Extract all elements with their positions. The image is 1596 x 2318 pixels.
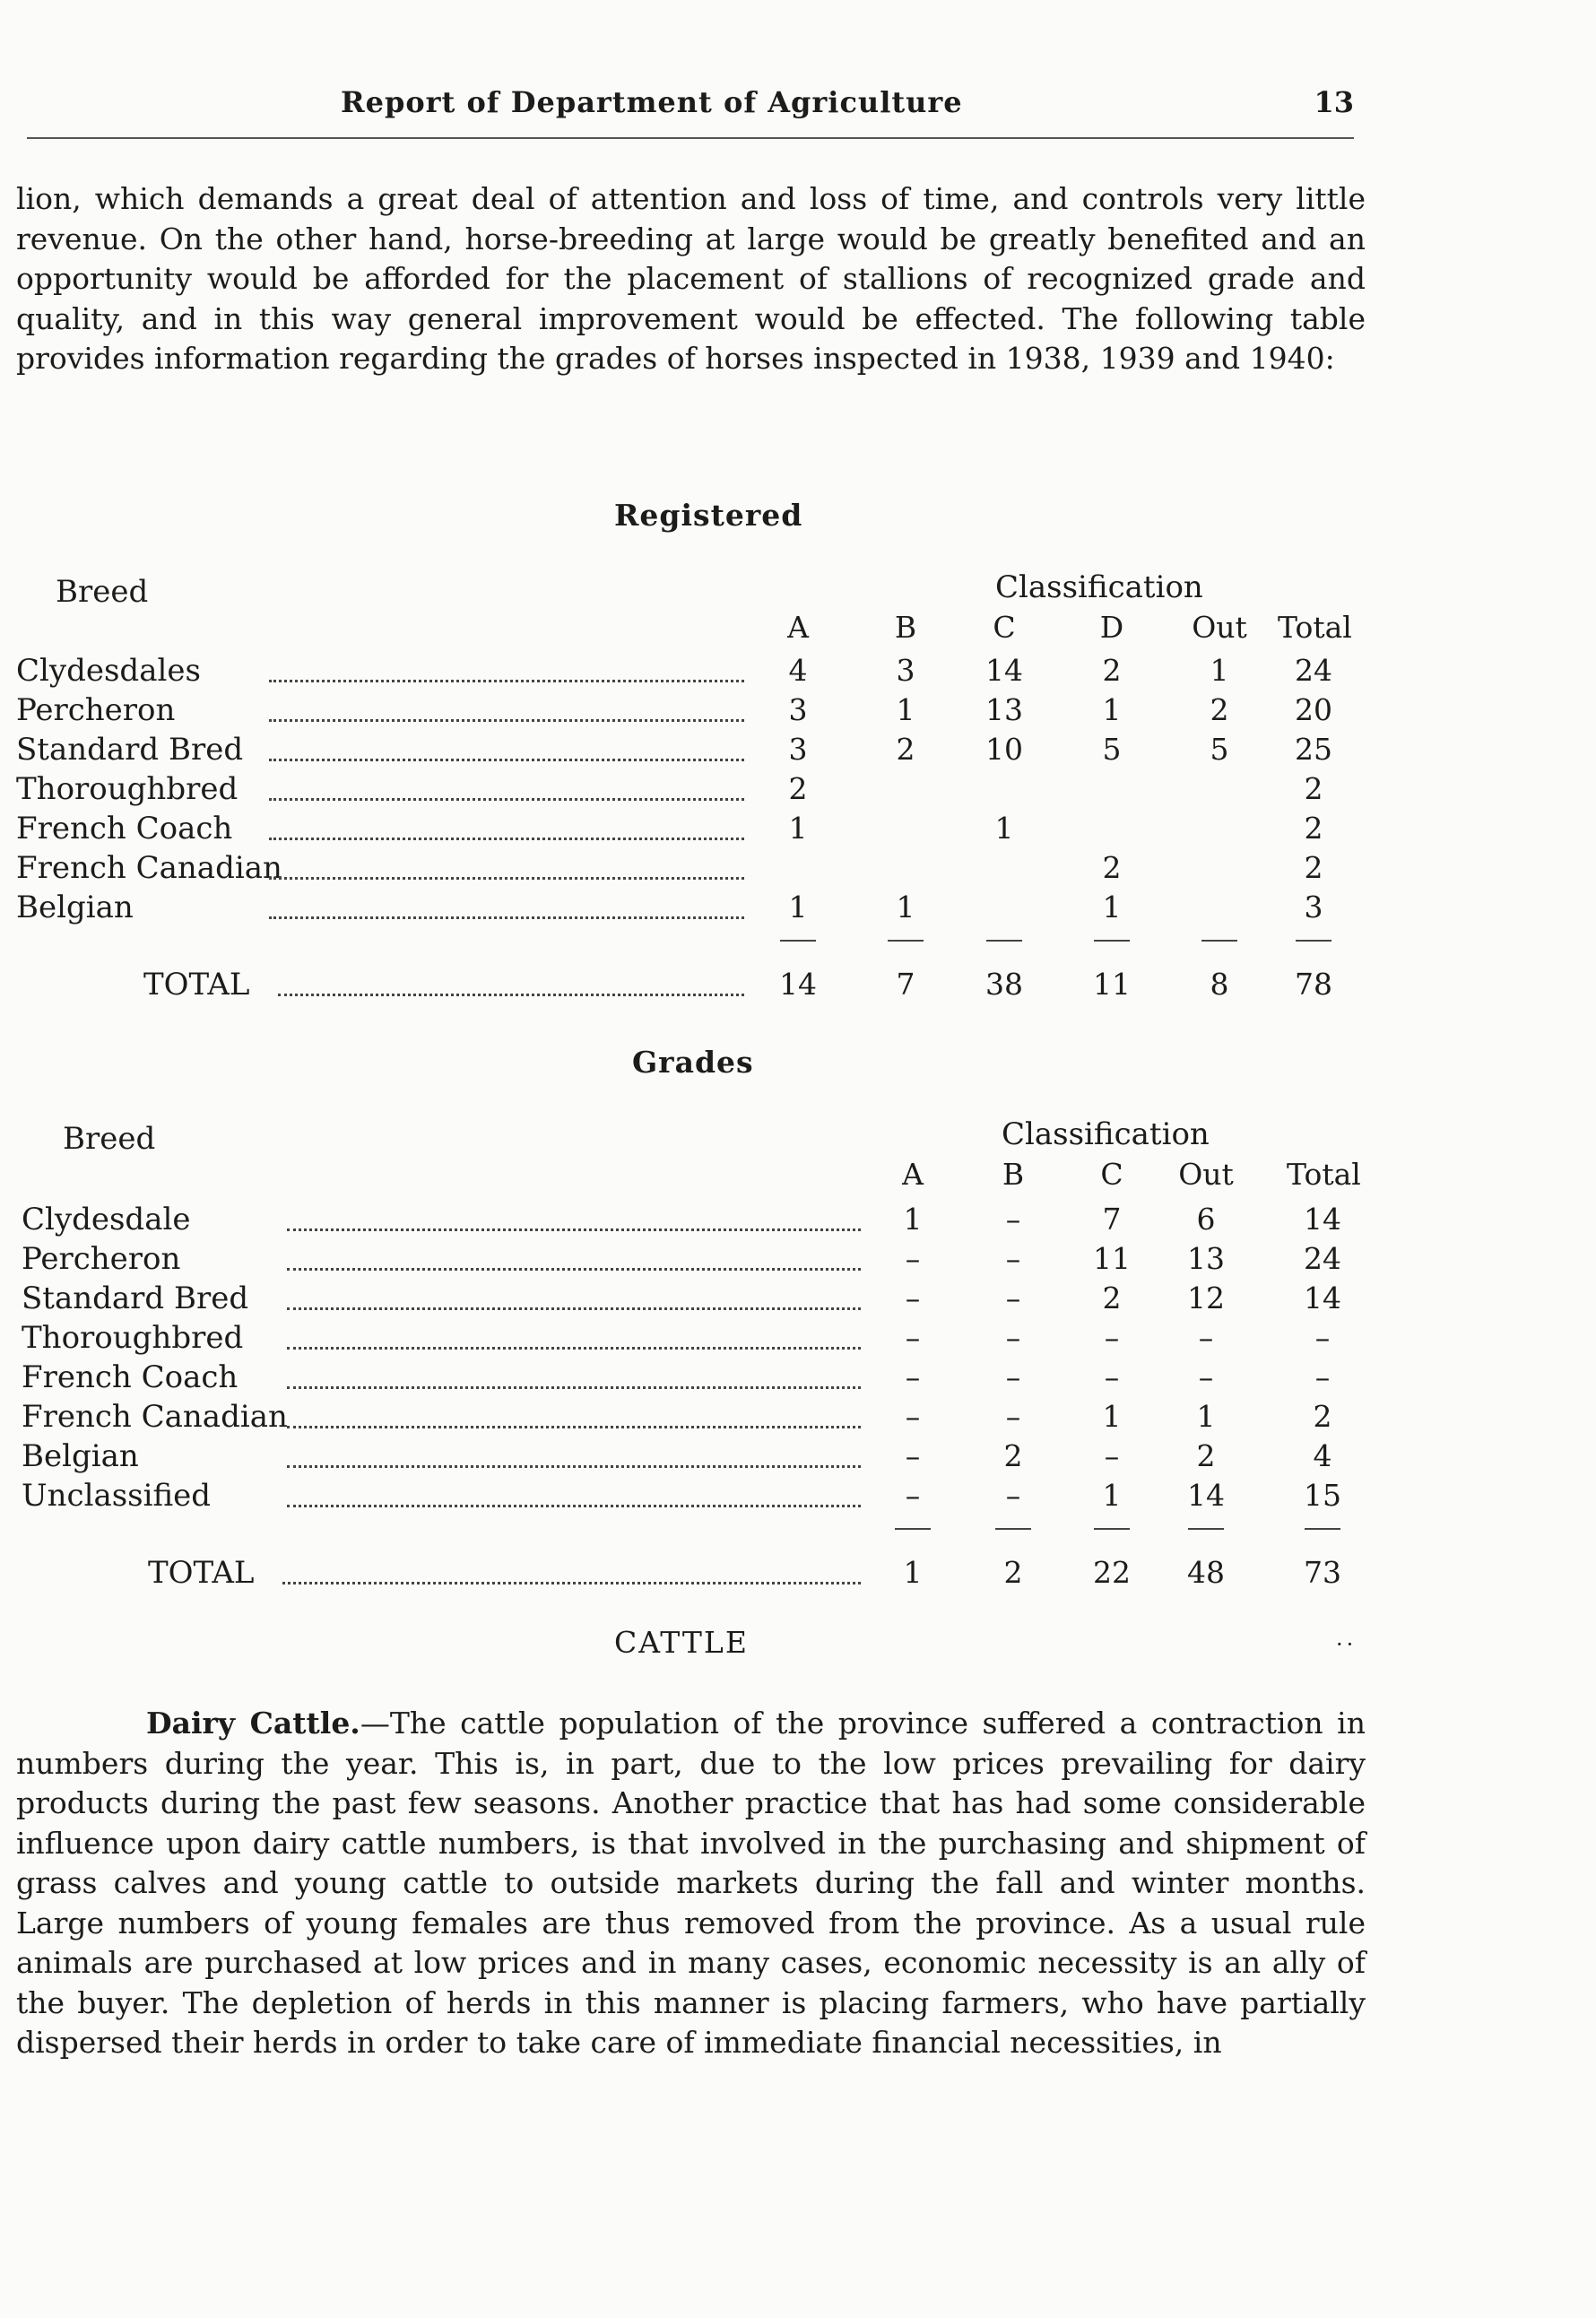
total-cell: 14 — [779, 967, 817, 1002]
table-cell: – — [905, 1241, 921, 1276]
total-cell: 7 — [896, 967, 915, 1002]
table-cell: – — [905, 1399, 921, 1434]
total-rule — [888, 940, 924, 942]
table-cell: – — [905, 1478, 921, 1513]
table-cell: 2 — [788, 771, 808, 806]
table-cell: – — [905, 1359, 921, 1394]
row-label: Thoroughbred — [16, 771, 239, 807]
decorative-dots: ·· — [1336, 1632, 1357, 1657]
table-cell: 12 — [1187, 1281, 1225, 1315]
table-cell: 4 — [1313, 1438, 1332, 1473]
table-cell: 5 — [1102, 732, 1122, 767]
table-cell: – — [1198, 1320, 1214, 1355]
total-rule — [1094, 1528, 1130, 1530]
dot-leader — [269, 798, 744, 801]
total-rule — [986, 940, 1022, 942]
table-cell: 4 — [788, 653, 808, 688]
row-label: Percheron — [16, 692, 176, 728]
dot-leader — [269, 680, 744, 682]
table-cell: 1 — [1102, 692, 1122, 727]
total-rule — [1305, 1528, 1340, 1530]
row-label: Standard Bred — [22, 1281, 249, 1316]
dot-leader — [269, 916, 744, 919]
table-cell: – — [905, 1320, 921, 1355]
column-header: C — [993, 610, 1016, 645]
header-title: Report of Department of Agriculture — [341, 85, 963, 119]
header-rule — [27, 137, 1354, 139]
table-cell: 1 — [903, 1202, 923, 1237]
total-rule — [1094, 940, 1130, 942]
table-cell: 2 — [1313, 1399, 1332, 1434]
row-label: French Coach — [16, 811, 233, 846]
table-cell: 10 — [985, 732, 1023, 767]
dot-leader — [278, 994, 744, 996]
table-cell: 3 — [788, 732, 808, 767]
page-number: 13 — [1314, 85, 1354, 119]
table-cell: 7 — [1102, 1202, 1122, 1237]
table-cell: 3 — [788, 692, 808, 727]
table-cell: 1 — [896, 890, 915, 925]
dot-leader — [282, 1582, 861, 1584]
table-cell: 2 — [1304, 771, 1323, 806]
registered-title: Registered — [614, 498, 803, 533]
grades-classification-label: Classification — [1002, 1116, 1210, 1152]
table-cell: – — [1005, 1478, 1021, 1513]
table-cell: 1 — [788, 811, 808, 846]
total-cell: 78 — [1295, 967, 1332, 1002]
table-cell: 2 — [1102, 1281, 1122, 1315]
table-cell: 3 — [896, 653, 915, 688]
total-cell: 38 — [985, 967, 1023, 1002]
table-cell: 15 — [1304, 1478, 1341, 1513]
table-cell: 14 — [1304, 1202, 1341, 1237]
dot-leader — [269, 759, 744, 761]
total-rule — [780, 940, 816, 942]
cattle-paragraph — [16, 1704, 1366, 2063]
table-cell: 5 — [1210, 732, 1229, 767]
table-cell: 2 — [1102, 850, 1122, 885]
table-cell: 14 — [1187, 1478, 1225, 1513]
total-label: TOTAL — [148, 1555, 255, 1591]
table-cell: 1 — [788, 890, 808, 925]
total-rule — [995, 1528, 1031, 1530]
table-cell: 2 — [1304, 811, 1323, 846]
table-cell: 2 — [1003, 1438, 1023, 1473]
table-cell: 6 — [1196, 1202, 1216, 1237]
table-cell: – — [1005, 1202, 1021, 1237]
table-cell: 2 — [1102, 653, 1122, 688]
table-cell: 1 — [1102, 890, 1122, 925]
row-label: Belgian — [16, 890, 134, 925]
row-label: French Coach — [22, 1359, 239, 1395]
column-header: Total — [1287, 1157, 1361, 1192]
total-cell: 48 — [1187, 1555, 1225, 1590]
column-header: C — [1100, 1157, 1123, 1192]
row-label: Percheron — [22, 1241, 181, 1277]
row-label: Clydesdales — [16, 653, 201, 689]
dot-leader — [269, 838, 744, 840]
dot-leader — [287, 1347, 861, 1350]
table-cell: 2 — [1304, 850, 1323, 885]
table-cell: 20 — [1295, 692, 1332, 727]
table-cell: – — [905, 1438, 921, 1473]
table-cell: 24 — [1304, 1241, 1341, 1276]
total-cell: 1 — [903, 1555, 923, 1590]
total-rule — [1188, 1528, 1224, 1530]
table-cell: 14 — [1304, 1281, 1341, 1315]
row-label: Unclassified — [22, 1478, 212, 1514]
dairy-cattle-lead: Dairy Cattle. — [146, 1706, 360, 1741]
page-header — [27, 85, 1354, 139]
row-label: French Canadian — [22, 1399, 288, 1435]
column-header: B — [1002, 1157, 1025, 1192]
table-cell: 2 — [896, 732, 915, 767]
dot-leader — [287, 1307, 861, 1310]
column-header: A — [787, 610, 809, 645]
table-cell: – — [1005, 1359, 1021, 1394]
grades-breed-label: Breed — [63, 1121, 156, 1157]
grades-title: Grades — [632, 1045, 754, 1080]
row-label: Thoroughbred — [22, 1320, 244, 1356]
table-cell: 13 — [1187, 1241, 1225, 1276]
total-rule — [1296, 940, 1331, 942]
table-cell: 1 — [1196, 1399, 1216, 1434]
table-cell: 1 — [994, 811, 1014, 846]
total-cell: 73 — [1304, 1555, 1341, 1590]
table-cell: 2 — [1196, 1438, 1216, 1473]
dot-leader — [287, 1465, 861, 1468]
total-rule — [895, 1528, 931, 1530]
dot-leader — [287, 1505, 861, 1507]
table-cell: – — [1005, 1320, 1021, 1355]
dot-leader — [287, 1268, 861, 1271]
total-rule — [1201, 940, 1237, 942]
row-label: Clydesdale — [22, 1202, 191, 1237]
registered-classification-label: Classification — [995, 569, 1203, 605]
column-header: D — [1099, 610, 1124, 645]
cattle-text: —The cattle population of the province suffered a contraction in numbers during the year. This is, in part, due to the low prices prevailing for dairy products during the past few seasons. Another practice that has had some considerable influence upon dairy cattle numbers, is that involved in the purchasing and shipment of grass calves and young cattle to outside markets during the fall and winter months. Large numbers of young females are thus removed from the province. As a usual rule animals are purchased at low prices and in many cases, economic necessity is an ally of the buyer. The depletion of herds in this manner is placing farmers, who have partially dispersed their herds in order to take care of immediate financial necessities, in — [16, 1706, 1366, 2060]
dot-leader — [287, 1228, 861, 1231]
total-cell: 2 — [1003, 1555, 1023, 1590]
table-cell: 1 — [896, 692, 915, 727]
column-header: Total — [1278, 610, 1352, 645]
table-cell: – — [1104, 1438, 1120, 1473]
table-cell: 1 — [1210, 653, 1229, 688]
table-cell: 1 — [1102, 1478, 1122, 1513]
row-label: Standard Bred — [16, 732, 244, 768]
table-cell: 14 — [985, 653, 1023, 688]
column-header: Out — [1178, 1157, 1234, 1192]
total-cell: 11 — [1093, 967, 1131, 1002]
table-cell: 1 — [1102, 1399, 1122, 1434]
table-cell: 24 — [1295, 653, 1332, 688]
table-cell: – — [1314, 1320, 1331, 1355]
table-cell: – — [905, 1281, 921, 1315]
table-cell: – — [1314, 1359, 1331, 1394]
total-cell: 22 — [1093, 1555, 1131, 1590]
table-cell: 25 — [1295, 732, 1332, 767]
dot-leader — [287, 1386, 861, 1389]
column-header: Out — [1192, 610, 1247, 645]
table-cell: 11 — [1093, 1241, 1131, 1276]
dot-leader — [269, 877, 744, 880]
table-cell: 13 — [985, 692, 1023, 727]
table-cell: – — [1005, 1399, 1021, 1434]
cattle-heading: CATTLE — [614, 1625, 749, 1660]
row-label: French Canadian — [16, 850, 282, 886]
dot-leader — [287, 1426, 861, 1428]
table-cell: – — [1005, 1241, 1021, 1276]
table-cell: – — [1104, 1320, 1120, 1355]
table-cell: – — [1198, 1359, 1214, 1394]
table-cell: 2 — [1210, 692, 1229, 727]
intro-paragraph: lion, which demands a great deal of attention and loss of time, and controls very little revenue. On the other hand, horse-breeding at large would be greatly benefited and an opportunity would be afforded for the placement of stallions of recognized grade and quality, and in this way general improvement would be effected. The following table provides information regarding the grades of horses inspected in 1938, 1939 and 1940: — [16, 181, 1366, 376]
dot-leader — [269, 719, 744, 722]
total-cell: 8 — [1210, 967, 1229, 1002]
total-label: TOTAL — [143, 967, 250, 1003]
column-header: A — [902, 1157, 924, 1192]
column-header: B — [894, 610, 917, 645]
table-cell: – — [1104, 1359, 1120, 1394]
row-label: Belgian — [22, 1438, 139, 1474]
table-cell: 3 — [1304, 890, 1323, 925]
registered-breed-label: Breed — [56, 574, 149, 610]
table-cell: – — [1005, 1281, 1021, 1315]
